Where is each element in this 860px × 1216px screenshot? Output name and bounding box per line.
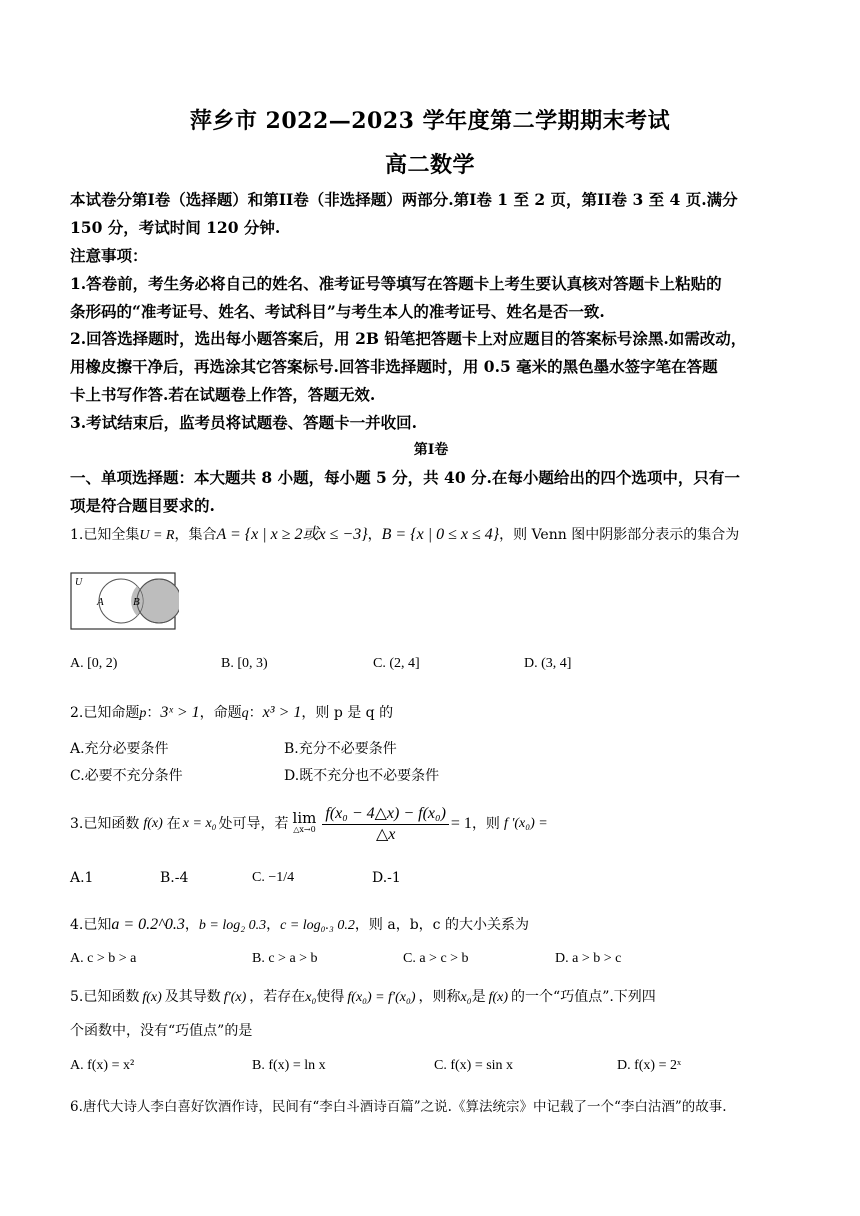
q5-x0: x₀ bbox=[305, 990, 317, 1005]
q5-equation: f(x₀) = f′(x₀) bbox=[347, 990, 416, 1005]
q4-option-b[interactable]: B. c > a > b bbox=[252, 951, 318, 966]
q4-option-a[interactable]: A. c > b > a bbox=[70, 951, 137, 966]
q5-text-g: 的一个“巧值点”.下列四 bbox=[511, 989, 656, 1005]
q1-option-d[interactable]: D. (3, 4] bbox=[524, 656, 572, 671]
q5-text-b: 及其导数 bbox=[164, 989, 221, 1005]
q3-point: x = x₀ bbox=[182, 816, 217, 831]
q5-f: f(x) bbox=[142, 990, 162, 1005]
q2-option-c[interactable]: C.必要不充分条件 bbox=[70, 768, 183, 784]
q5-text-e: ，则称 bbox=[418, 989, 461, 1005]
notice-title: 注意事项： bbox=[70, 246, 148, 265]
q5-option-b[interactable]: B. f(x) = ln x bbox=[252, 1058, 326, 1073]
question-5-line-1 bbox=[70, 986, 800, 1009]
q2-p: p bbox=[139, 706, 147, 721]
q3-option-d[interactable]: D.-1 bbox=[372, 870, 401, 886]
intro-line-2: 150 分，考试时间 120 分钟. bbox=[70, 218, 281, 237]
q3-fraction bbox=[322, 804, 449, 845]
q2-post: ，则 p 是 q 的 bbox=[301, 705, 394, 721]
q1-set-b: B = {x | 0 ≤ x ≤ 4} bbox=[381, 526, 500, 543]
q2-p-expr: 3ˣ > 1 bbox=[160, 704, 200, 721]
q5-text-a: 5.已知函数 bbox=[70, 989, 140, 1005]
q2-pre: 2.已知命题 bbox=[70, 705, 140, 721]
q2-q-expr: x³ > 1 bbox=[262, 704, 302, 721]
part-heading: 第I卷 bbox=[413, 442, 449, 458]
q3-derivative: f ′(x₀) = bbox=[503, 816, 548, 831]
q1-pre: 1.已知全集 bbox=[70, 527, 140, 543]
q1-option-c[interactable]: C. (2, 4] bbox=[373, 656, 420, 671]
question-3-stem bbox=[70, 802, 800, 846]
q2-option-b[interactable]: B.充分不必要条件 bbox=[284, 741, 397, 757]
exam-subject: 高二数学 bbox=[384, 152, 475, 178]
q3-f: f(x) bbox=[143, 816, 163, 831]
q5-fprime: f′(x) bbox=[223, 990, 247, 1005]
q5-option-a[interactable]: A. f(x) = x² bbox=[70, 1058, 135, 1073]
notice-2b: 用橡皮擦干净后，再选涂其它答案标号.回答非选择题时，用 0.5 毫米的黑色墨水签字笔在答题 bbox=[70, 357, 718, 376]
q3-option-a[interactable]: A.1 bbox=[70, 870, 94, 886]
intro-line-1: 本试卷分第I卷（选择题）和第II卷（非选择题）两部分.第I卷 1 至 2 页，第II卷 3 至 4 页.满分 bbox=[70, 190, 738, 209]
q3-denominator: △x bbox=[375, 825, 396, 843]
q3-numerator: f(x₀ − 4△x) − f(x₀) bbox=[322, 804, 449, 825]
q3-equals: = 1 bbox=[450, 815, 472, 832]
q2-option-a[interactable]: A.充分必要条件 bbox=[70, 741, 169, 757]
section-heading-a: 一、单项选择题：本大题共 8 小题，每小题 5 分，共 40 分.在每小题给出的四个选项中，只有一 bbox=[70, 468, 740, 487]
venn-label-a: A bbox=[97, 596, 104, 608]
q3-option-c[interactable]: C. −1/4 bbox=[252, 870, 295, 885]
q2-colon2: ： bbox=[248, 705, 263, 721]
q1-set-a: A = {x | x ≥ 2或x ≤ −3} bbox=[216, 526, 368, 543]
q5-option-d[interactable]: D. f(x) = 2ˣ bbox=[617, 1058, 682, 1073]
q4-option-d[interactable]: D. a > b > c bbox=[555, 951, 622, 966]
q5-text-d: 使得 bbox=[316, 989, 345, 1005]
q1-comma: ， bbox=[367, 527, 382, 543]
section-heading-b: 项是符合题目要求的. bbox=[70, 496, 215, 515]
question-1-stem bbox=[70, 524, 800, 547]
q1-option-b[interactable]: B. [0, 3) bbox=[221, 656, 268, 671]
q4-a: a = 0.2^0.3 bbox=[111, 916, 185, 933]
question-5-line-2: 个函数中，没有“巧值点”的是 bbox=[70, 1023, 253, 1039]
q3-pre: 3.已知函数 bbox=[70, 816, 140, 832]
notice-3: 3.考试结束后，监考员将试题卷、答题卡一并收回. bbox=[70, 413, 418, 432]
notice-1a: 1.答卷前，考生务必将自己的姓名、准考证号等填写在答题卡上考生要认真核对答题卡上粘贴的 bbox=[70, 274, 722, 293]
q3-limit bbox=[292, 809, 317, 836]
q1-universe: U = R bbox=[139, 528, 175, 543]
q3-mid2: 处可导，若 bbox=[218, 816, 289, 832]
q2-option-d[interactable]: D.既不充分也不必要条件 bbox=[284, 768, 440, 784]
q1-post: ，则 Venn 图中阴影部分表示的集合为 bbox=[499, 527, 740, 543]
q2-colon1: ： bbox=[146, 705, 161, 721]
q3-lim-word: lim bbox=[292, 809, 317, 827]
q4-c: c = log₀.₃ 0.2 bbox=[280, 918, 355, 933]
q3-option-b[interactable]: B.-4 bbox=[160, 870, 189, 886]
q5-text-c: ，若存在 bbox=[249, 989, 306, 1005]
q2-mid: ，命题 bbox=[199, 705, 242, 721]
q4-option-c[interactable]: C. a > c > b bbox=[403, 951, 469, 966]
venn-label-b: B bbox=[133, 596, 140, 608]
notice-2c: 卡上书写作答.若在试题卷上作答，答题无效. bbox=[70, 385, 376, 404]
notice-2a: 2.回答选择题时，选出每小题答案后，用 2B 铅笔把答题卡上对应题目的答案标号涂黑.如需改动， bbox=[70, 329, 747, 348]
exam-title: 萍乡市 2022—2023 学年度第二学期期末考试 bbox=[189, 108, 671, 134]
q4-b: b = log₂ 0.3 bbox=[198, 918, 267, 933]
q5-x0-2: x₀ bbox=[460, 990, 472, 1005]
q2-q: q bbox=[241, 706, 249, 721]
notice-1b: 条形码的“准考证号、姓名、考试科目”与考生本人的准考证号、姓名是否一致. bbox=[70, 302, 605, 321]
q1-option-a[interactable]: A. [0, 2) bbox=[70, 656, 118, 671]
q1-mid: ，集合 bbox=[174, 527, 217, 543]
question-6-line-1: 6.唐代大诗人李白喜好饮酒作诗，民间有“李白斗酒诗百篇”之说.《算法统宗》中记载了一个“李白沽酒”的故事. bbox=[70, 1099, 727, 1115]
question-4-stem: 4.已知a = 0.2^0.3，b = log₂ 0.3，c = log₀.₃ 0.2，则 a，b，c 的大小关系为 bbox=[70, 916, 529, 933]
question-2-stem bbox=[70, 702, 800, 725]
q5-f-2: f(x) bbox=[488, 990, 509, 1005]
q4-post: ，则 a，b，c 的大小关系为 bbox=[354, 917, 529, 933]
q4-pre: 4.已知 bbox=[70, 917, 112, 933]
q5-text-f: 是 bbox=[471, 989, 486, 1005]
q5-option-c[interactable]: C. f(x) = sin x bbox=[434, 1058, 514, 1073]
q3-post: ，则 bbox=[471, 816, 500, 832]
venn-label-u: U bbox=[75, 577, 83, 588]
q3-lim-sub: △x→0 bbox=[293, 825, 316, 834]
venn-diagram bbox=[69, 571, 179, 633]
q3-mid: 在 bbox=[166, 816, 181, 832]
